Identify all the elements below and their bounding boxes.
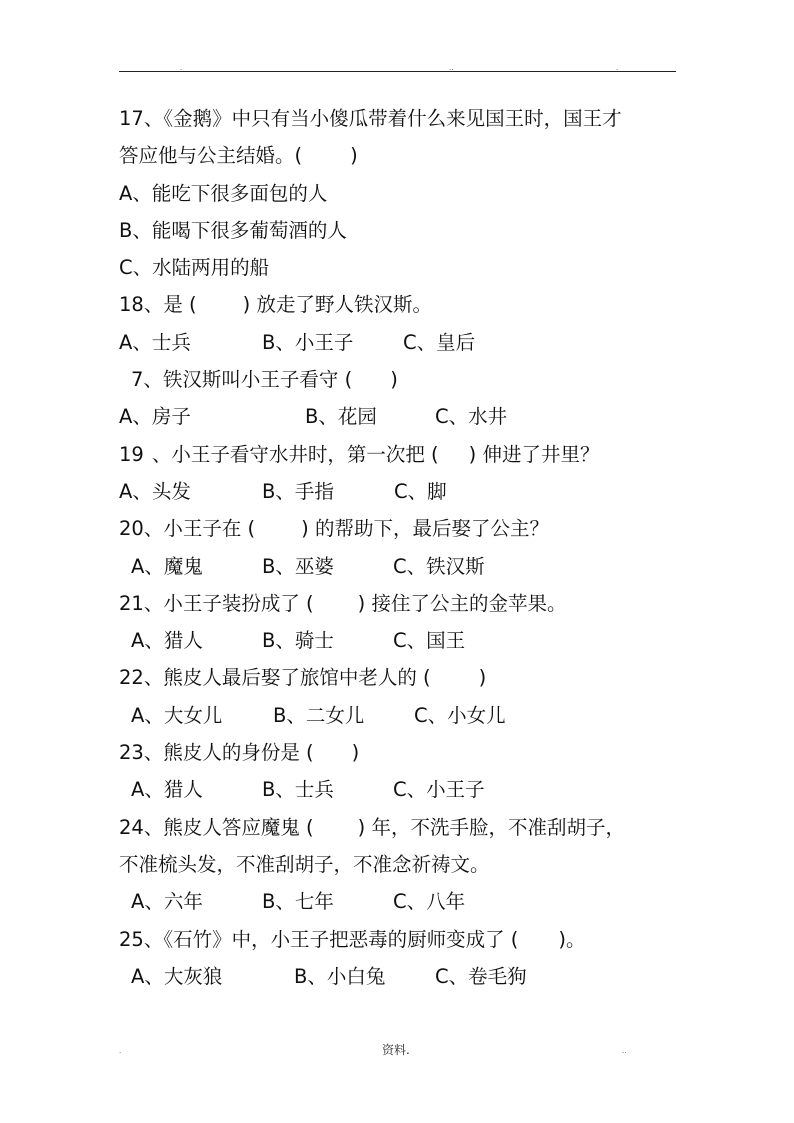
option-b: B、骑士 <box>262 629 334 653</box>
options-row <box>119 771 679 808</box>
option-a: A、六年 <box>131 890 203 914</box>
question-text: 小王子装扮成了 ( <box>163 591 314 615</box>
question-text: ) <box>390 368 398 392</box>
question-number: 19 <box>119 442 144 466</box>
question-number: 21、 <box>119 591 164 615</box>
header-mark: .. <box>449 64 454 72</box>
question-23 <box>119 734 679 771</box>
options-row <box>119 958 679 995</box>
option-a: A、能吃下很多面包的人 <box>119 181 328 205</box>
question-text: ) <box>478 666 487 690</box>
option-c: C、水陆两用的船 <box>119 256 270 280</box>
option-b: B、七年 <box>262 890 334 914</box>
question-number: 18、 <box>119 293 164 317</box>
option-a: A、房子 <box>119 405 191 429</box>
option-b: B、士兵 <box>262 778 334 802</box>
question-number: 17、 <box>119 107 164 130</box>
question-list <box>119 100 679 995</box>
option-b: B、巫婆 <box>262 554 334 578</box>
options-row <box>119 324 679 361</box>
question-text: 《金鹅》中只有当小傻瓜带着什么来见国王时，国王才 <box>163 107 622 130</box>
question-number: 20、 <box>119 517 164 541</box>
question-text: 小王子在 ( <box>163 517 256 541</box>
question-19 <box>119 436 679 473</box>
question-22 <box>119 659 679 696</box>
options-row <box>119 548 679 585</box>
question-text: 熊皮人的身份是 ( <box>163 741 314 765</box>
footer-mark: . <box>119 1047 122 1055</box>
question-text: ) 接住了公主的金苹果。 <box>357 591 567 615</box>
question-text: )。 <box>558 927 586 951</box>
question-text: 、小王子看守水井时，第一次把 ( <box>151 442 439 466</box>
option-b: B、手指 <box>262 479 334 503</box>
option-a: A、头发 <box>119 479 191 503</box>
question-21 <box>119 585 679 622</box>
option-a: A、大女儿 <box>131 703 223 727</box>
options-row <box>119 473 679 510</box>
question-17 <box>119 100 679 137</box>
options-row <box>119 398 679 435</box>
question-text: ) 的帮助下，最后娶了公主？ <box>301 517 549 541</box>
option-a: A、猎人 <box>131 629 203 653</box>
question-7 <box>119 361 679 398</box>
option-c: C、八年 <box>393 890 466 914</box>
question-text: 铁汉斯叫小王子看守 ( <box>162 368 353 392</box>
header-mark: . <box>616 64 619 72</box>
question-25 <box>119 921 679 958</box>
option-c: C、铁汉斯 <box>393 554 485 578</box>
question-text: 答应他与公主结婚。( <box>119 144 303 168</box>
question-17-continued <box>119 137 679 174</box>
question-number: 24、 <box>119 815 164 839</box>
question-text: ) 年，不洗手脸，不准刮胡子， <box>357 815 625 839</box>
footer-label: 资料. <box>382 1043 410 1057</box>
option-c: C、小女儿 <box>414 703 506 727</box>
option-a: A、猎人 <box>131 778 203 802</box>
options-row <box>119 697 679 734</box>
question-text: ) 放走了野人铁汉斯。 <box>242 293 432 317</box>
question-20 <box>119 510 679 547</box>
question-text: 熊皮人最后娶了旅馆中老人的 ( <box>163 666 431 690</box>
options-row <box>119 622 679 659</box>
footer-mark: .. <box>622 1047 627 1055</box>
option-c: C、卷毛狗 <box>435 964 527 988</box>
blank-close: ) <box>350 144 358 168</box>
question-number: 7、 <box>131 368 163 392</box>
option-c: C、小王子 <box>393 778 485 802</box>
option-b: B、二女儿 <box>273 703 365 727</box>
option-b: B、能喝下很多葡萄酒的人 <box>119 218 347 242</box>
question-text: 熊皮人答应魔鬼 ( <box>163 815 314 839</box>
question-18 <box>119 286 679 323</box>
question-number: 25、 <box>119 927 164 951</box>
question-text: ) 伸进了井里？ <box>468 442 600 466</box>
question-text: 《石竹》中，小王子把恶毒的厨师变成了 ( <box>163 927 519 951</box>
question-24-continued: 不准梳头发，不准刮胡子，不准念祈祷文。 <box>119 852 490 876</box>
question-text: ) <box>351 741 360 765</box>
option-c: C、皇后 <box>403 330 476 354</box>
option-c: C、水井 <box>435 405 508 429</box>
option-a: A、魔鬼 <box>131 554 203 578</box>
option-c: C、脚 <box>394 479 447 503</box>
option-b: B、小白兔 <box>294 964 386 988</box>
option-a: A、士兵 <box>119 330 191 354</box>
option-c: C、国王 <box>393 629 466 653</box>
header-mark: . <box>180 64 183 72</box>
option-b: B、小王子 <box>262 330 354 354</box>
option-b: B、花园 <box>305 405 377 429</box>
question-24 <box>119 809 679 846</box>
option-a: A、大灰狼 <box>131 964 223 988</box>
header-rule <box>119 71 676 72</box>
question-number: 22、 <box>119 666 164 690</box>
question-text: 是 ( <box>163 293 197 317</box>
options-row <box>119 883 679 920</box>
question-number: 23、 <box>119 741 164 765</box>
